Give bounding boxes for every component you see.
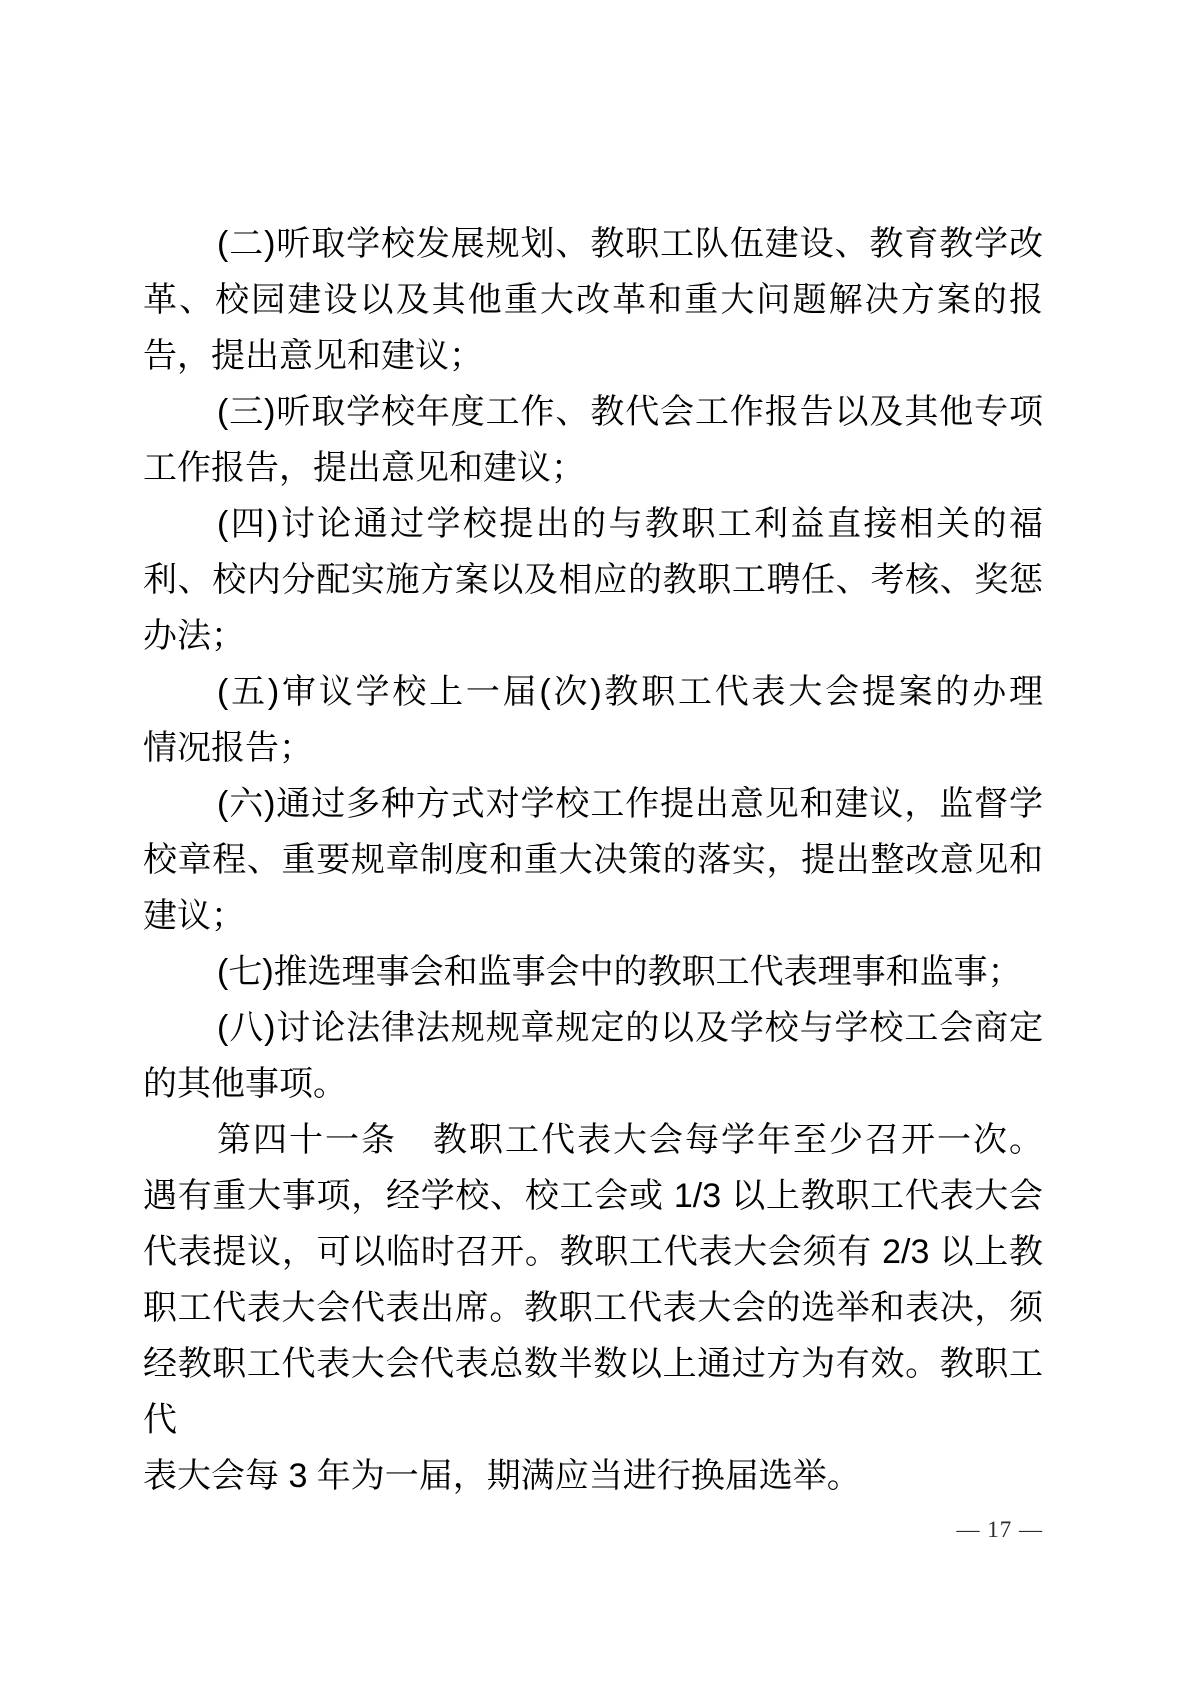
document-body	[143, 216, 1043, 1504]
text-line: (八)讨论法律法规规章规定的以及学校与学校工会商定	[217, 1009, 1043, 1047]
text-line: 经教职工代表大会代表总数半数以上通过方为有效。教职工代	[143, 1345, 1043, 1439]
text-line: 遇有重大事项，经学校、校工会或 1/3 以上教职工代表大会	[143, 1177, 1043, 1215]
text-line: 建议；	[143, 897, 245, 935]
text-line: 校章程、重要规章制度和重大决策的落实，提出整改意见和	[143, 841, 1043, 879]
text-line: (六)通过多种方式对学校工作提出意见和建议，监督学	[217, 785, 1043, 823]
text-line: (四)讨论通过学校提出的与教职工利益直接相关的福	[217, 505, 1043, 543]
paragraph	[143, 496, 1043, 664]
text-line: 第四十一条 教职工代表大会每学年至少召开一次。	[217, 1121, 1043, 1159]
page-number: — 17 —	[956, 1517, 1043, 1542]
text-line: 职工代表大会代表出席。教职工代表大会的选举和表决，须	[143, 1289, 1043, 1327]
text-line: 的其他事项。	[143, 1065, 347, 1103]
text-line: 告，提出意见和建议；	[143, 337, 483, 375]
text-line: 情况报告；	[143, 729, 313, 767]
paragraph	[143, 384, 1043, 496]
text-line: (五)审议学校上一届(次)教职工代表大会提案的办理	[217, 673, 1043, 711]
paragraph	[143, 944, 1043, 1000]
text-line: 表大会每 3 年为一届，期满应当进行换届选举。	[143, 1457, 861, 1495]
paragraph	[143, 664, 1043, 776]
text-line: 利、校内分配实施方案以及相应的教职工聘任、考核、奖惩	[143, 561, 1043, 599]
text-line: (七)推选理事会和监事会中的教职工代表理事和监事；	[217, 953, 1022, 991]
text-line: (二)听取学校发展规划、教职工队伍建设、教育教学改	[217, 225, 1043, 263]
paragraph	[143, 776, 1043, 944]
text-line: 工作报告，提出意见和建议；	[143, 449, 585, 487]
text-line: 代表提议，可以临时召开。教职工代表大会须有 2/3 以上教	[143, 1233, 1043, 1271]
paragraph	[143, 1000, 1043, 1112]
text-line: 革、校园建设以及其他重大改革和重大问题解决方案的报	[143, 281, 1043, 319]
text-line: (三)听取学校年度工作、教代会工作报告以及其他专项	[217, 393, 1043, 431]
paragraph	[143, 216, 1043, 384]
paragraph	[143, 1112, 1043, 1504]
text-line: 办法；	[143, 617, 245, 655]
